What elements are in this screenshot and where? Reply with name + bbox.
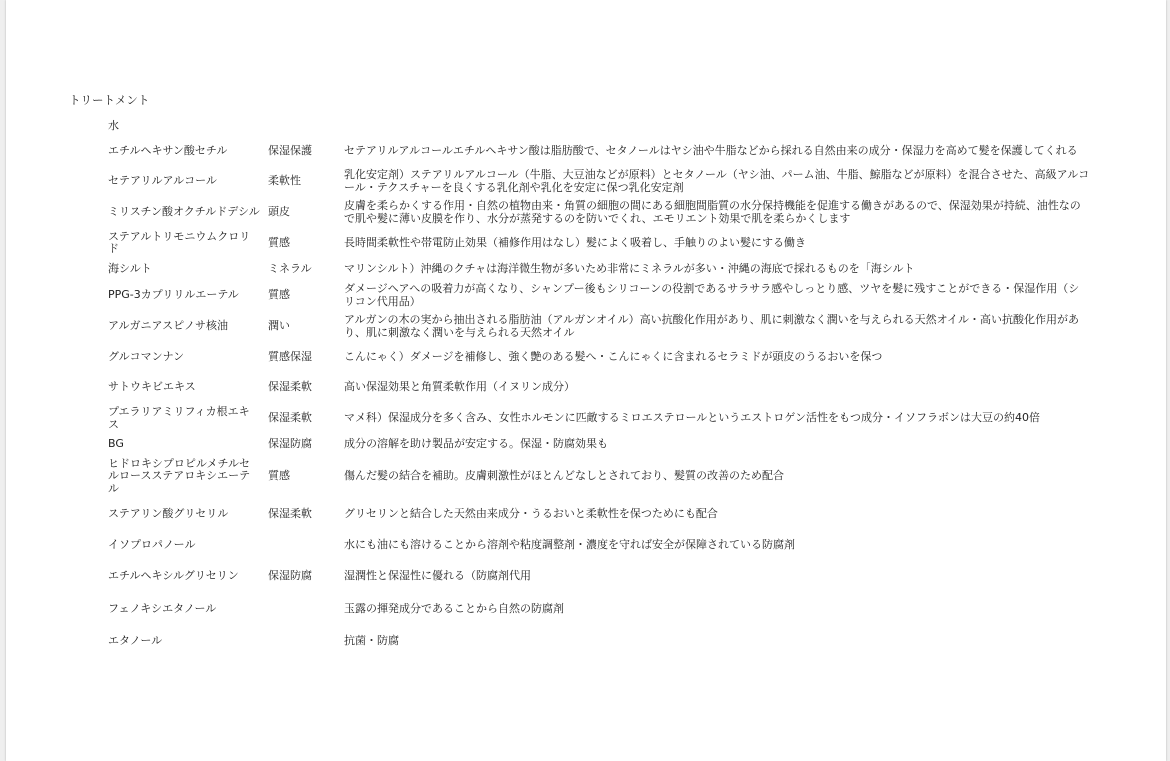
- ingredient-description: 高い保湿効果と角質柔軟作用（イヌリン成分）: [344, 380, 575, 394]
- ingredient-description: 湿潤性と保湿性に優れる（防腐剤代用: [344, 569, 531, 583]
- ingredient-row: [104, 136, 1094, 166]
- ingredient-row: [104, 280, 1094, 311]
- ingredient-category: 質感保湿: [268, 349, 312, 363]
- ingredient-row: [104, 166, 1094, 197]
- ingredient-category: 柔軟性: [268, 174, 301, 188]
- ingredient-name: プエラリアミリフィカ根エキス: [108, 405, 250, 431]
- ingredient-row: [104, 372, 1094, 403]
- ingredient-category: 保湿防腐: [268, 569, 312, 583]
- ingredient-row: [104, 342, 1094, 372]
- ingredient-name: ステアリン酸グリセリル: [108, 507, 229, 521]
- ingredient-row: [104, 403, 1094, 434]
- ingredient-category: ミネラル: [268, 261, 312, 275]
- ingredient-name: エチルヘキサン酸セチル: [108, 143, 228, 157]
- ingredient-name: グルコマンナン: [108, 349, 185, 363]
- ingredient-description: アルガンの木の実から抽出される脂肪油（アルガンオイル）高い抗酸化作用があり、肌に刺激なく潤いを与えられる天然オイル・高い抗酸化作用があり、肌に刺激なく潤いを与えられる天然オイル: [344, 313, 1080, 339]
- ingredient-category: [264, 626, 340, 657]
- ingredient-row: [104, 258, 1094, 280]
- ingredient-name: BG: [108, 436, 124, 450]
- ingredient-name: アルガニアスピノサ核油: [108, 319, 229, 333]
- ingredient-name: エタノール: [108, 634, 163, 648]
- ingredient-row: [104, 197, 1094, 228]
- ingredient-row: [104, 434, 1094, 454]
- ingredient-name: ミリスチン酸オクチルドデシル: [108, 205, 260, 219]
- ingredient-description: こんにゃく）ダメージを補修し、強く艶のある髪へ・こんにゃくに含まれるセラミドが頭皮のうるおいを保つ: [344, 349, 883, 363]
- ingredient-row: [104, 311, 1094, 342]
- ingredient-name: ヒドロキシプロピルメチルセルロースステアロキシエーテル: [108, 456, 251, 495]
- ingredient-name: 海シルト: [108, 261, 152, 275]
- ingredient-category: 保湿保護: [268, 143, 312, 157]
- ingredient-category: 頭皮: [268, 205, 290, 219]
- ingredient-description: ダメージヘアへの吸着力が高くなり、シャンプー後もシリコーンの役割であるサラサラ感やしっとり感、ツヤを髪に残すことができる・保湿作用（シリコン代用品）: [344, 282, 1080, 308]
- ingredient-category: 質感: [268, 469, 290, 483]
- ingredient-description: 成分の溶解を助け製品が安定する。保湿・防腐効果も: [344, 436, 608, 450]
- ingredient-category: 質感: [268, 288, 290, 302]
- ingredient-category: 質感: [268, 235, 290, 249]
- ingredient-category: 潤い: [268, 319, 290, 333]
- ingredient-row: [104, 499, 1094, 530]
- ingredient-description: マメ科）保湿成分を多く含み、女性ホルモンに匹敵するミロエステロールというエストロゲン活性をもつ成分・イソフラボンは大豆の約40倍: [344, 411, 1040, 425]
- ingredient-row: [104, 626, 1094, 657]
- ingredient-description: 長時間柔軟性や帯電防止効果（補修作用はなし）髪によく吸着し、手触りのよい髪にする働き: [344, 235, 806, 249]
- ingredient-category: 保湿柔軟: [268, 507, 312, 521]
- ingredient-name: ステアルトリモニウムクロリド: [108, 229, 251, 255]
- ingredient-category: 保湿柔軟: [268, 380, 312, 394]
- ingredient-name: PPG-3カプリリルエーテル: [108, 288, 239, 302]
- ingredient-category: [264, 592, 340, 626]
- ingredient-description: 水にも油にも溶けることから溶剤や粘度調整剤・濃度を守れば安全が保障されている防腐剤: [344, 538, 795, 552]
- ingredient-row: [104, 530, 1094, 561]
- ingredient-row: [104, 592, 1094, 626]
- first-ingredient: 水: [108, 119, 119, 132]
- ingredient-name: フェノキシエタノール: [108, 601, 217, 615]
- ingredient-description: マリンシルト）沖縄のクチャは海洋微生物が多いため非常にミネラルが多い・沖縄の海底で採れるものを「海シルト: [344, 261, 915, 275]
- ingredient-description: 傷んだ髪の結合を補助。皮膚刺激性がほとんどなしとされており、髪質の改善のため配合: [344, 469, 784, 483]
- ingredient-category: 保湿防腐: [268, 436, 312, 450]
- ingredient-name: セテアリルアルコール: [108, 174, 217, 188]
- ingredient-description: 皮膚を柔らかくする作用・自然の植物由来・角質の細胞の間にある細胞間脂質の水分保持機能を促進する働きがあるので、保湿効果が持続、油性なので肌や髪に薄い皮膜を作り、水分が蒸発するのを防いでくれ、エモリエント効果で肌を柔らかくします: [344, 199, 1081, 225]
- ingredient-row: [104, 454, 1094, 499]
- ingredient-description: 抗菌・防腐: [344, 634, 399, 648]
- section-title: トリートメント: [69, 93, 150, 107]
- ingredient-row: [104, 228, 1094, 258]
- ingredient-description: 玉露の揮発成分であることから自然の防腐剤: [344, 601, 564, 615]
- ingredient-description: セテアリルアルコールエチルヘキサン酸は脂肪酸で、セタノールはヤシ油や牛脂などから採れる自然由来の成分・保湿力を高めて髪を保護してくれる: [344, 143, 1078, 157]
- ingredient-name: サトウキビエキス: [108, 380, 196, 394]
- ingredient-row: [104, 561, 1094, 592]
- ingredient-table: [104, 136, 1094, 657]
- ingredient-name: エチルヘキシルグリセリン: [108, 569, 239, 583]
- ingredient-category: 保湿柔軟: [268, 411, 312, 425]
- ingredient-description: 乳化安定剤）ステアリルアルコール（牛脂、大豆油などが原料）とセタノール（ヤシ油、パーム油、牛脂、鯨脂などが原料）を混合させた、高級アルコール・テクスチャーを良くする乳化剤や乳化を安定に保つ乳化安定剤: [344, 168, 1090, 194]
- ingredient-name: イソプロパノール: [108, 538, 196, 552]
- ingredient-category: [264, 530, 340, 561]
- ingredient-description: グリセリンと結合した天然由来成分・うるおいと柔軟性を保つためにも配合: [344, 507, 718, 521]
